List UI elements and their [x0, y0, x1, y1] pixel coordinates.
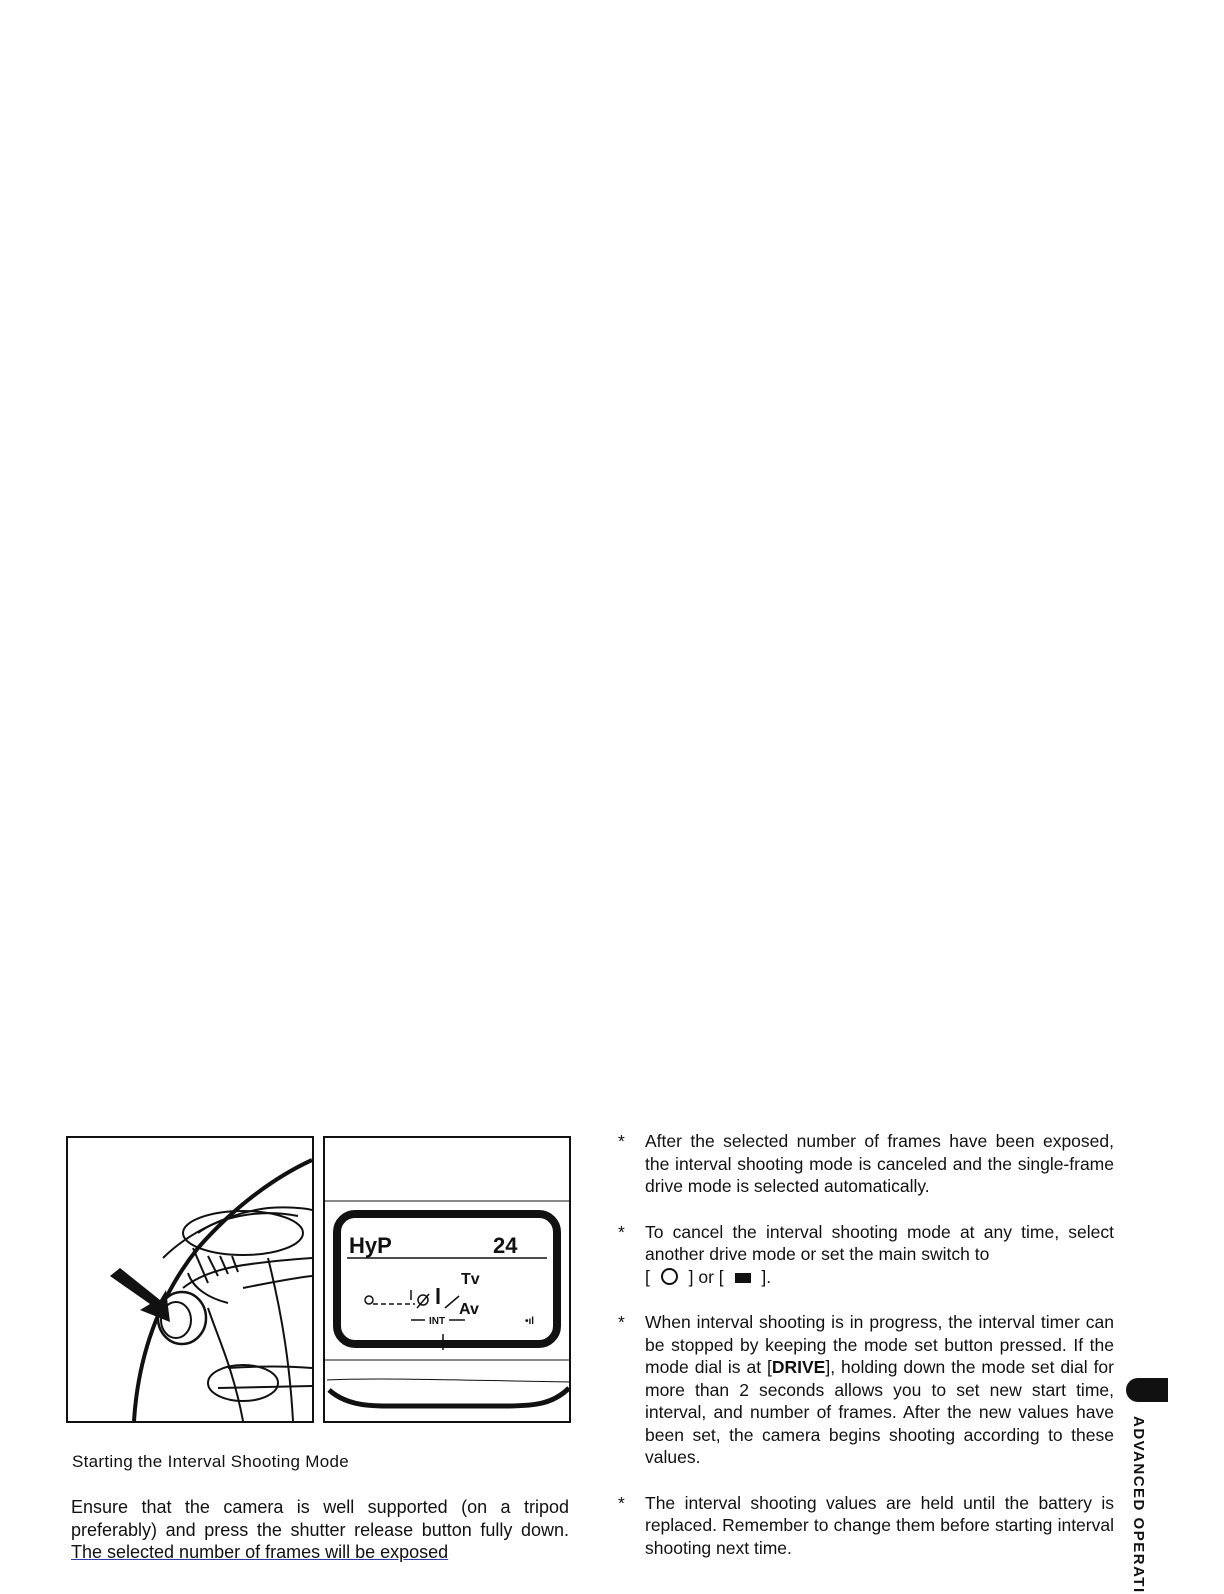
body-line-3b: The selected number of frames will be exposed: [71, 1542, 449, 1562]
note-text: After the selected number of frames have been exposed, the interval shooting mode is canceled and the single-frame drive mode is selected automatically.: [645, 1131, 1114, 1196]
body-line-1: Ensure that the camera is well supported (on a tripod: [71, 1497, 569, 1517]
section-tab-marker: [1126, 1378, 1168, 1402]
lcd-signal-icon: •ıl: [525, 1316, 535, 1327]
note-text: When interval shooting is in progress, the interval timer can be stopped by keeping the mode set button pressed. If the mode dial is at [: [645, 1312, 1114, 1377]
note-bracket-close: ].: [761, 1266, 772, 1287]
note-bracket-open: [: [645, 1266, 650, 1287]
battery-check-icon: [735, 1273, 751, 1283]
lcd-int-text: INT: [429, 1316, 446, 1327]
lcd-av-text: Av: [459, 1301, 479, 1318]
note-bullet: *: [618, 1221, 625, 1242]
note-item: [614, 1130, 1114, 1198]
camera-drawing: [68, 1138, 312, 1421]
lcd-mode-text: HyP: [349, 1233, 392, 1258]
note-bullet: *: [618, 1312, 625, 1332]
body-paragraph: [71, 1496, 569, 1564]
lcd-drawing: [325, 1138, 569, 1421]
power-off-circle-icon: [661, 1268, 678, 1285]
note-text: The interval shooting values are held until the battery is replaced. Remember to change them before starting interval shooting next time.: [645, 1492, 1114, 1558]
lcd-panel-illustration: [323, 1136, 571, 1423]
lcd-tv-text: Tv: [461, 1271, 480, 1288]
note-item: [614, 1221, 1114, 1289]
pointer-arrow-icon: [110, 1268, 170, 1322]
note-bullet: *: [618, 1492, 625, 1513]
body-line-2: preferably) and press the shutter release button fully: [71, 1519, 513, 1540]
section-side-label: ADVANCED OPERATI: [1130, 1416, 1147, 1594]
camera-illustration: [66, 1136, 314, 1423]
note-text: To cancel the interval shooting mode at any time, select another drive mode or set the main switch to: [645, 1221, 1114, 1264]
notes-list: [614, 1130, 1114, 1582]
figure-caption: Starting the Interval Shooting Mode: [72, 1452, 349, 1471]
body-line-3a: down.: [520, 1519, 569, 1540]
lcd-count-text: 24: [493, 1233, 518, 1258]
drive-label: DRIVE: [771, 1357, 826, 1377]
note-bullet: *: [618, 1131, 625, 1151]
note-item: [614, 1311, 1114, 1469]
note-text-cont: ], holding down the mode set dial for more than 2 seconds allows you to set new start time, interval, and number of frames. After the new values have been set, the camera begins shooting according to these values.: [645, 1357, 1114, 1467]
note-bracket-mid: ] or [: [688, 1266, 724, 1287]
note-item: [614, 1492, 1114, 1560]
